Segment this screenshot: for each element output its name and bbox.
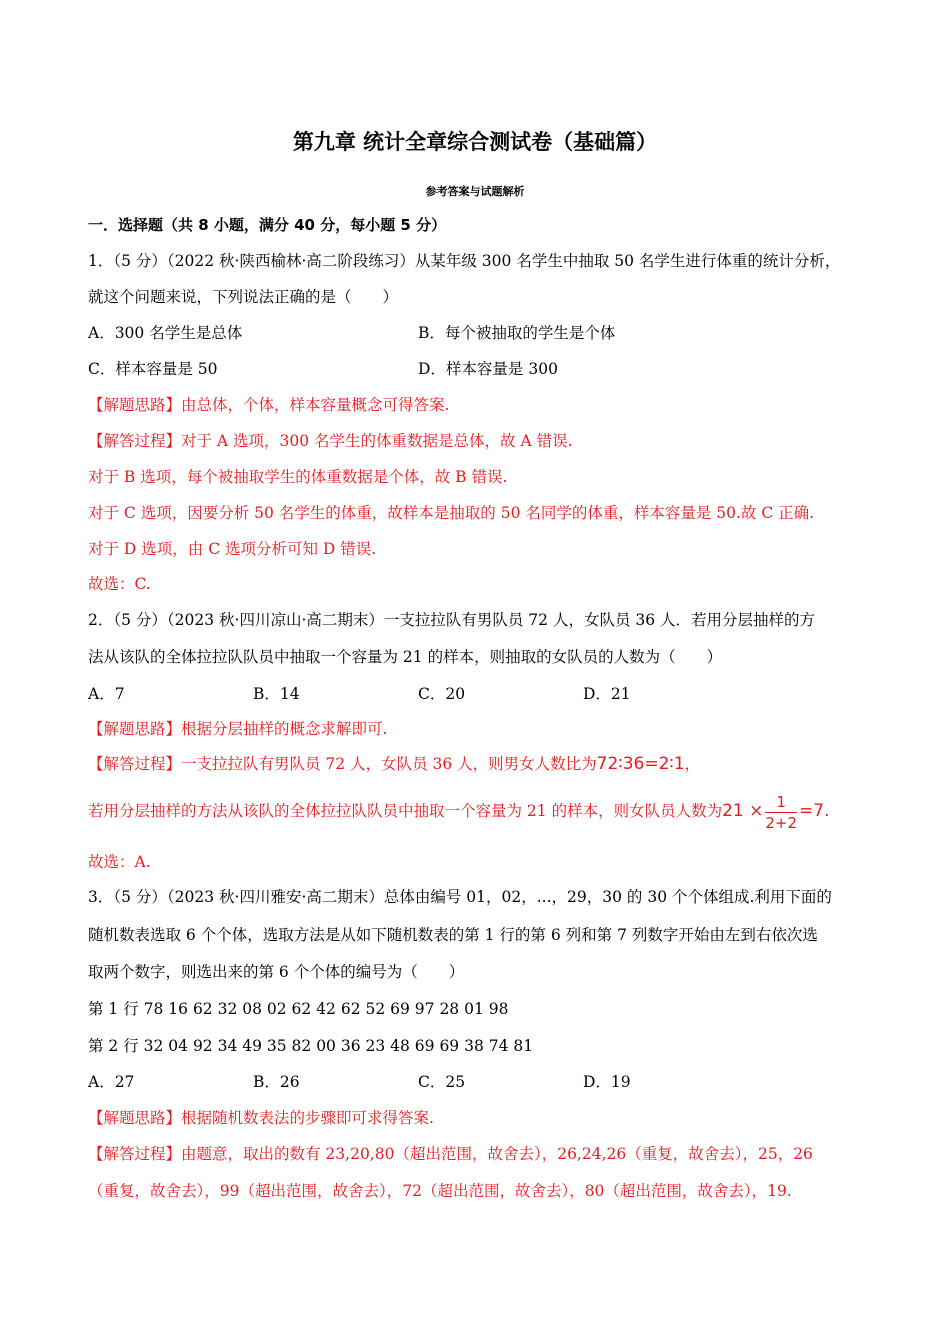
q2-option-c: C．20: [418, 685, 466, 703]
q3-solution-idea: 【解题思路】根据随机数表法的步骤即可求得答案.: [88, 1109, 434, 1127]
q2-option-d: D．21: [583, 685, 631, 703]
q1-stem-line1: 1．（5 分）（2022 秋·陕西榆林·高二阶段练习）从某年级 300 名学生中抽取 50 名学生进行体重的统计分析，: [88, 252, 841, 270]
q1-stem-line2: 就这个问题来说，下列说法正确的是（ ）: [88, 288, 399, 306]
q2-process-1-end: ，: [684, 755, 701, 773]
document-title: 第九章 统计全章综合测试卷（基础篇）: [292, 130, 658, 154]
document-subtitle: 参考答案与试题解析: [425, 185, 525, 198]
q3-random-table-row1: 第 1 行 78 16 62 32 08 02 62 42 62 52 69 97 28 01 98: [88, 1000, 509, 1018]
q1-answer: 故选：C.: [88, 575, 151, 593]
q2-answer: 故选：A.: [88, 853, 151, 871]
q1-solution-process-3: 对于 C 选项，因要分析 50 名学生的体重，故样本是抽取的 50 名同学的体重，样本容量是 50.故 C 正确.: [88, 504, 815, 522]
q2-solution-process-1: [88, 753, 878, 775]
q1-solution-process-1: 【解答过程】对于 A 选项，300 名学生的体重数据是总体，故 A 错误.: [88, 432, 573, 450]
q1-solution-idea: 【解题思路】由总体，个体，样本容量概念可得答案.: [88, 396, 450, 414]
q2-ratio-formula: 72∶36=2∶1: [596, 754, 685, 774]
q3-stem-line3: 取两个数字，则选出来的第 6 个个体的编号为（ ）: [88, 963, 465, 981]
q2-formula-prefix: 21 ×: [722, 801, 764, 821]
q2-option-b: B．14: [253, 685, 300, 703]
q2-fraction-numerator: 1: [765, 792, 797, 813]
q3-option-c: C．25: [418, 1073, 466, 1091]
q1-solution-process-2: 对于 B 选项，每个被抽取学生的体重数据是个体，故 B 错误.: [88, 468, 508, 486]
q3-option-b: B．26: [253, 1073, 300, 1091]
q2-fraction: [765, 792, 797, 833]
q2-fraction-denominator: 2+2: [765, 813, 798, 832]
q3-stem-line1: 3．（5 分）（2023 秋·四川雅安·高二期末）总体由编号 01，02，...，29，30 的 30 个个体组成.利用下面的: [88, 888, 832, 906]
q2-formula-result: =7.: [799, 801, 830, 821]
q1-option-d: D．样本容量是 300: [418, 360, 558, 378]
q2-solution-process-2: [88, 790, 878, 833]
q3-random-table-row2: 第 2 行 32 04 92 34 49 35 82 00 36 23 48 69 69 38 74 81: [88, 1037, 534, 1055]
section-heading: 一．选择题（共 8 小题，满分 40 分，每小题 5 分）: [88, 216, 447, 234]
q3-solution-process-2: （重复，故舍去），99（超出范围，故舍去），72（超出范围，故舍去），80（超出范围，故舍去），19.: [88, 1182, 792, 1200]
q3-stem-line2: 随机数表选取 6 个个体，选取方法是从如下随机数表的第 1 行的第 6 列和第 7 列数字开始由左到右依次选: [88, 926, 818, 944]
q3-option-d: D．19: [583, 1073, 631, 1091]
q2-solution-idea: 【解题思路】根据分层抽样的概念求解即可.: [88, 720, 388, 738]
q2-process-2-text: 若用分层抽样的方法从该队的全体拉拉队队员中抽取一个容量为 21 的样本，则女队员人数为: [88, 802, 723, 820]
q2-stem-line1: 2．（5 分）（2023 秋·四川凉山·高二期末）一支拉拉队有男队员 72 人，女队员 36 人．若用分层抽样的方: [88, 611, 816, 629]
q2-option-a: A．7: [88, 685, 125, 703]
q2-process-1-text: 【解答过程】一支拉拉队有男队员 72 人，女队员 36 人，则男女人数比为: [88, 755, 597, 773]
q2-stem-line2: 法从该队的全体拉拉队队员中抽取一个容量为 21 的样本，则抽取的女队员的人数为（ ）: [88, 648, 723, 666]
q1-option-b: B．每个被抽取的学生是个体: [418, 324, 616, 342]
q1-option-a: A．300 名学生是总体: [88, 324, 243, 342]
q3-solution-process-1: 【解答过程】由题意，取出的数有 23,20,80（超出范围，故舍去），26,24,26（重复，故舍去），25，26: [88, 1145, 813, 1163]
q1-solution-process-4: 对于 D 选项，由 C 选项分析可知 D 错误.: [88, 540, 377, 558]
q1-option-c: C．样本容量是 50: [88, 360, 218, 378]
q3-option-a: A．27: [88, 1073, 135, 1091]
